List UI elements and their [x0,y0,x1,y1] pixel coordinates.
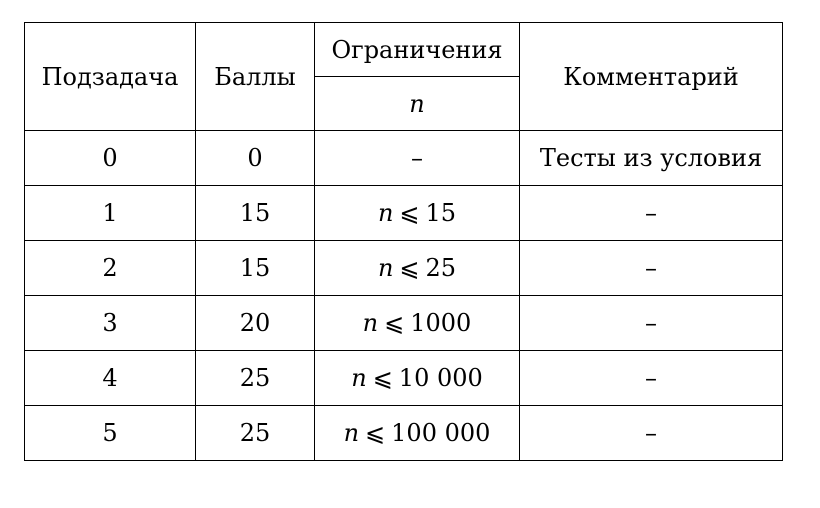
header-comment: Комментарий [520,23,783,131]
constraint-var: n [351,364,367,392]
cell-points: 15 [196,241,315,296]
cell-subtask: 1 [25,186,196,241]
constraint-relation: ⩽ [399,254,420,282]
constraint-relation: ⩽ [399,199,420,227]
header-constraint-var: n [315,77,520,131]
cell-subtask: 0 [25,131,196,186]
cell-points: 0 [196,131,315,186]
cell-points: 25 [196,351,315,406]
cell-points: 20 [196,296,315,351]
cell-constraint [315,406,520,461]
constraint-var: n [362,309,379,337]
constraint-var: n [377,254,394,282]
cell-comment: – [520,296,783,351]
table-row [25,131,783,186]
constraint-limit: 1000 [410,309,472,337]
constraint-relation: ⩽ [365,419,386,447]
cell-comment: Тесты из условия [520,131,783,186]
header-row [25,23,783,77]
cell-points: 25 [196,406,315,461]
cell-comment: – [520,406,783,461]
cell-subtask: 2 [25,241,196,296]
table-row [25,186,783,241]
constraint-limit: 100 000 [391,419,491,447]
cell-constraint [315,351,520,406]
cell-comment: – [520,186,783,241]
constraint-limit: 15 [425,199,457,227]
table-row [25,296,783,351]
cell-comment: – [520,351,783,406]
constraint-relation: ⩽ [372,364,393,392]
constraint-limit: – [411,144,423,172]
cell-constraint [315,296,520,351]
header-points: Баллы [196,23,315,131]
constraint-var: n [343,419,360,447]
cell-comment: – [520,241,783,296]
cell-points: 15 [196,186,315,241]
subtasks-table [24,22,783,461]
cell-subtask: 3 [25,296,196,351]
table-row [25,351,783,406]
constraint-limit: 10 000 [398,364,483,392]
cell-constraint [315,186,520,241]
table-row [25,406,783,461]
header-subtask: Подзадача [25,23,196,131]
constraint-limit: 25 [425,254,457,282]
constraint-var: n [377,199,394,227]
constraint-relation: ⩽ [384,309,405,337]
cell-constraint [315,131,520,186]
cell-subtask: 4 [25,351,196,406]
table-row [25,241,783,296]
header-constraints: Ограничения [315,23,520,77]
cell-subtask: 5 [25,406,196,461]
cell-constraint [315,241,520,296]
